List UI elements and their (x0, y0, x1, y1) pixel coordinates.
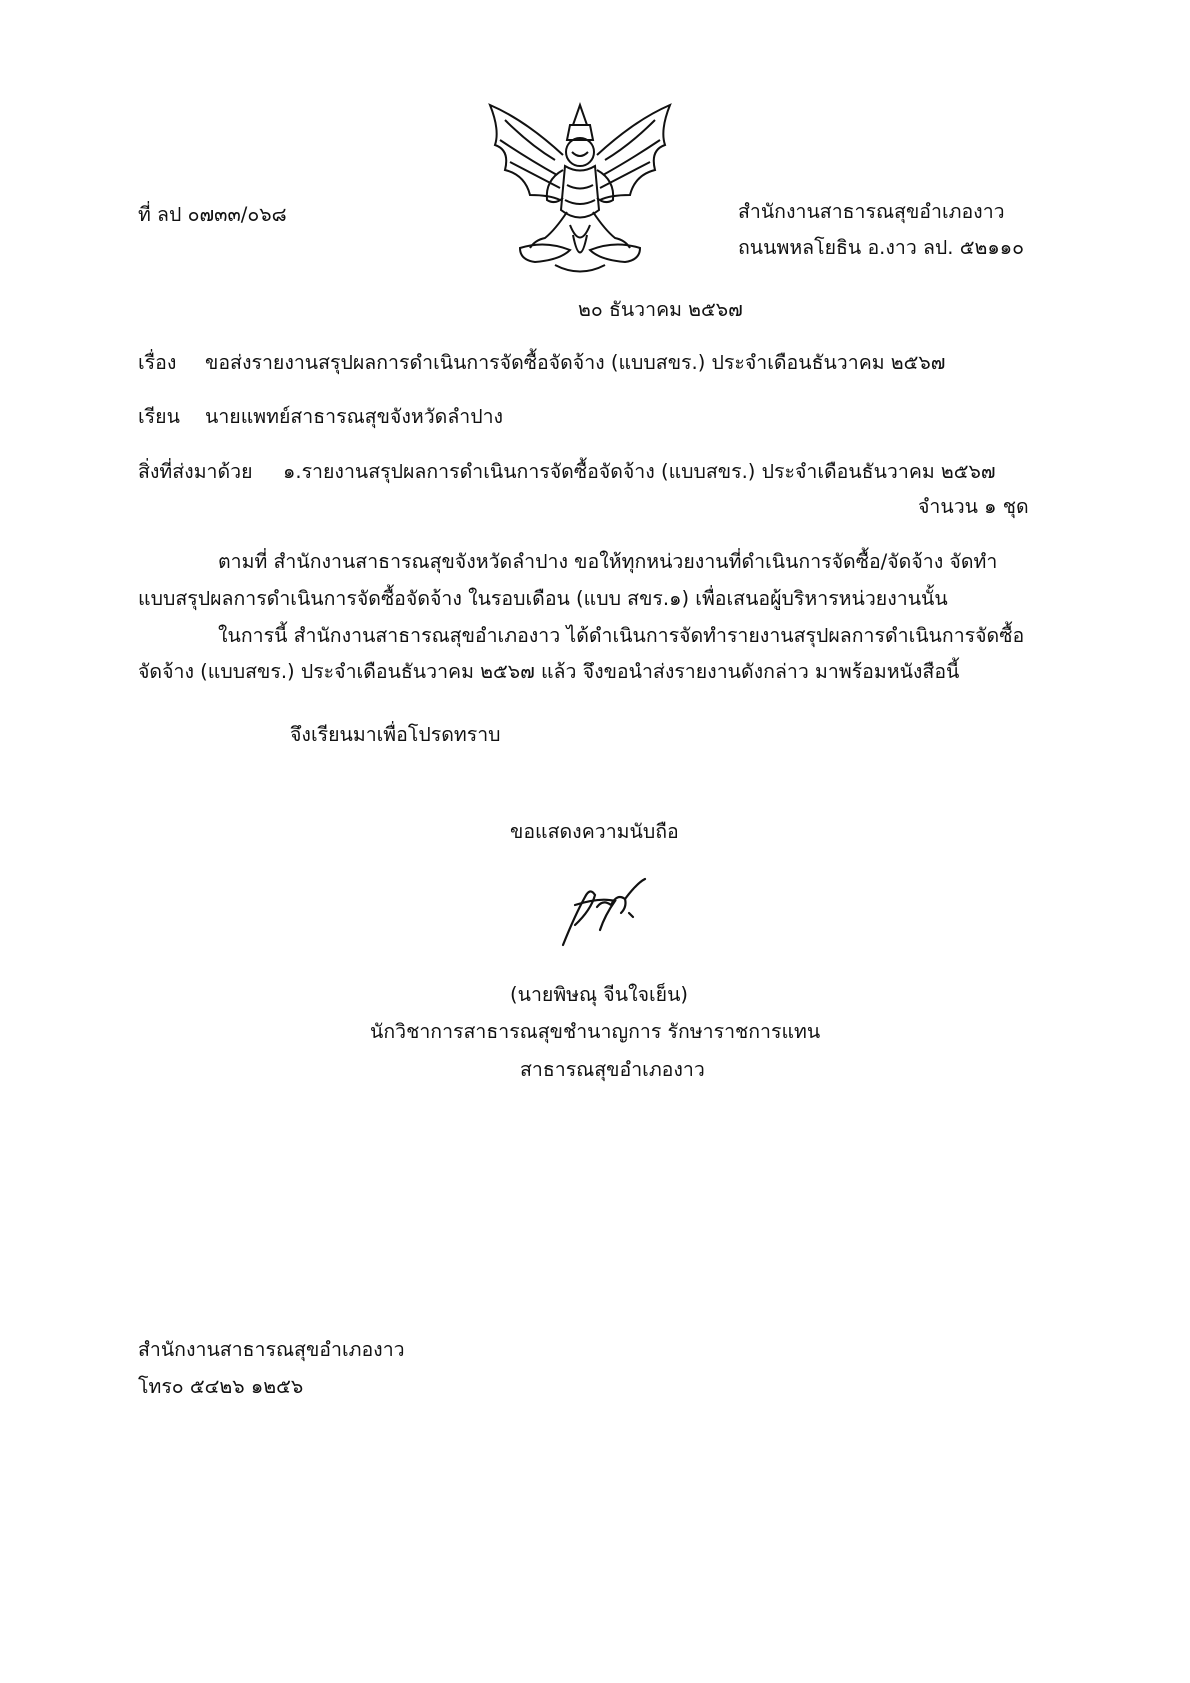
signer-position-2: สาธารณสุขอำเภองาว (520, 1058, 705, 1081)
footer-office: สำนักงานสาธารณสุขอำเภองาว (138, 1338, 405, 1361)
regards-text: ขอแสดงความนับถือ (510, 820, 679, 843)
closing-text: จึงเรียนมาเพื่อโปรดทราบ (290, 723, 501, 746)
subject-text: ขอส่งรายงานสรุปผลการดำเนินการจัดซื้อจัดจ้าง (แบบสขร.) ประจำเดือนธันวาคม ๒๕๖๗ (205, 351, 946, 374)
body-paragraph-2-line-1: ในการนี้ สำนักงานสาธารณสุขอำเภองาว ได้ดำเนินการจัดทำรายงานสรุปผลการดำเนินการจัดซื้อ (218, 624, 1025, 647)
to-text: นายแพทย์สาธารณสุขจังหวัดลำปาง (205, 405, 504, 428)
body-paragraph-1-line-1: ตามที่ สำนักงานสาธารณสุขจังหวัดลำปาง ขอให้ทุกหน่วยงานที่ดำเนินการจัดซื้อ/จัดจ้าง จัดทำ (218, 550, 998, 573)
enclosure-count: จำนวน ๑ ชุด (918, 495, 1029, 518)
enclosure-label: สิ่งที่ส่งมาด้วย (138, 460, 253, 483)
body-paragraph-1-line-2: แบบสรุปผลการดำเนินการจัดซื้อจัดจ้าง ในรอบเดือน (แบบ สขร.๑) เพื่อเสนอผู้บริหารหน่วยงานนั้น (138, 587, 948, 610)
to-label: เรียน (138, 405, 180, 428)
document-number: ที่ ลป ๐๗๓๓/๐๖๘ (138, 203, 287, 226)
enclosure-text: ๑.รายงานสรุปผลการดำเนินการจัดซื้อจัดจ้าง (แบบสขร.) ประจำเดือนธันวาคม ๒๕๖๗ (283, 460, 996, 483)
garuda-emblem-icon (475, 100, 685, 280)
signer-name: (นายพิษณุ จีนใจเย็น) (510, 983, 689, 1006)
subject-label: เรื่อง (138, 351, 177, 374)
handwritten-signature-icon (545, 875, 655, 955)
office-name: สำนักงานสาธารณสุขอำเภองาว (738, 200, 1005, 223)
signer-position-1: นักวิชาการสาธารณสุขชำนาญการ รักษาราชการแทน (370, 1020, 821, 1043)
document-date: ๒๐ ธันวาคม ๒๕๖๗ (578, 298, 743, 321)
body-paragraph-2-line-2: จัดจ้าง (แบบสขร.) ประจำเดือนธันวาคม ๒๕๖๗ แล้ว จึงขอนำส่งรายงานดังกล่าว มาพร้อมหนังสือนี้ (138, 660, 960, 683)
office-address: ถนนพหลโยธิน อ.งาว ลป. ๕๒๑๑๐ (738, 236, 1024, 259)
footer-phone: โทร๐ ๕๔๒๖ ๑๒๕๖ (138, 1375, 304, 1398)
